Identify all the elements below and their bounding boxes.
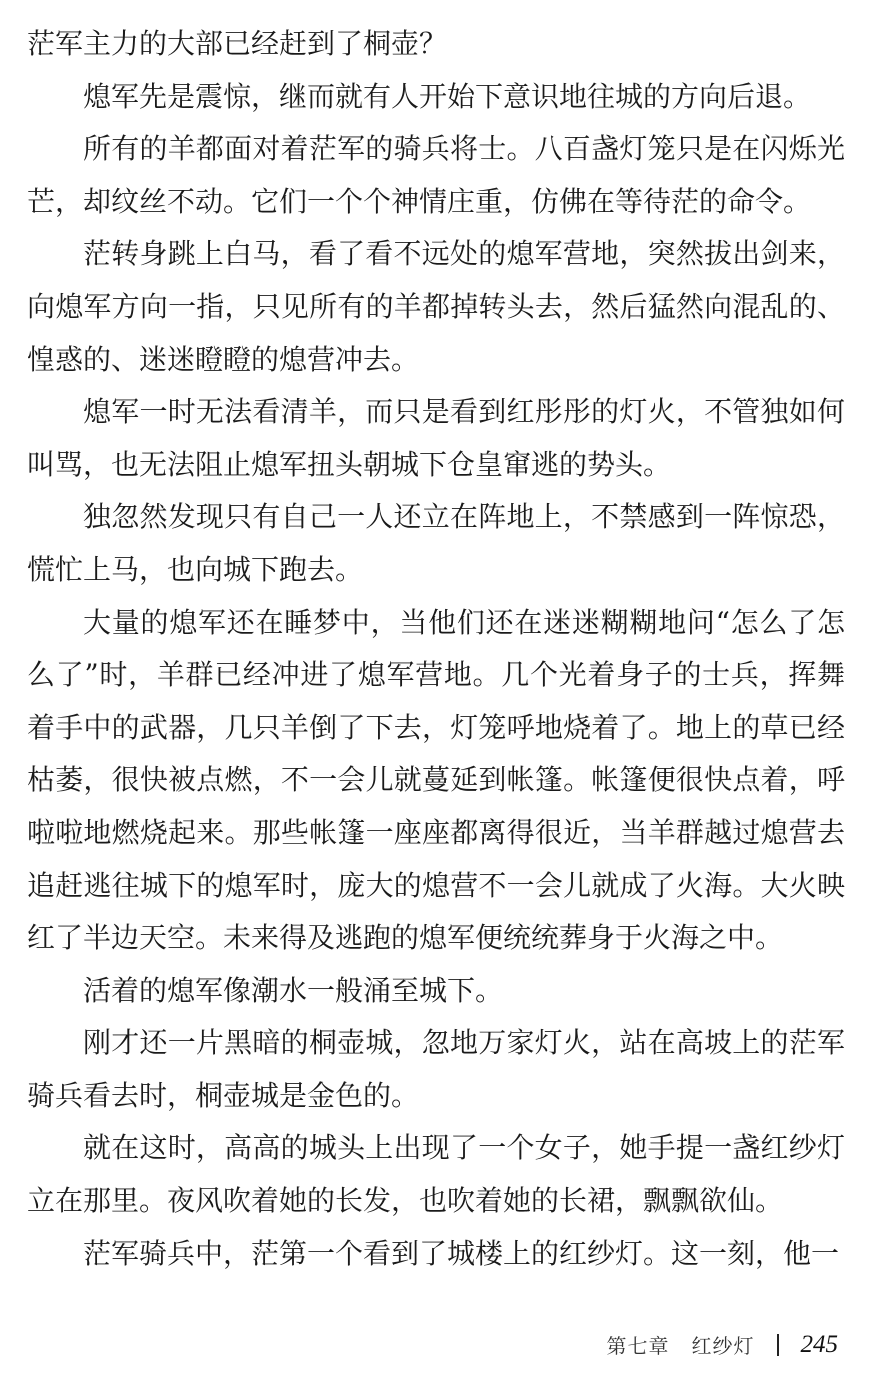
paragraph: 茫军主力的大部已经赶到了桐壶？ [27, 27, 448, 60]
paragraph: 茫军骑兵中，茫第一个看到了城楼上的红纱灯。这一刻，他一 [83, 1236, 840, 1270]
paragraph: 独忽然发现只有自己一人还立在阵地上，不禁感到一阵惊恐，慌忙上马，也向城下跑去。 [27, 500, 845, 586]
paragraph: 所有的羊都面对着茫军的骑兵将士。八百盏灯笼只是在闪烁光芒，却纹丝不动。它们一个个神情庄重，仿佛在等待茫的命令。 [27, 132, 845, 218]
footer-divider [777, 1334, 779, 1356]
chapter-title: 红纱灯 [691, 1334, 755, 1358]
paragraph: 就在这时，高高的城头上出现了一个女子，她手提一盏红纱灯立在那里。夜风吹着她的长发，也吹着她的长裙，飘飘欲仙。 [27, 1131, 845, 1218]
paragraph: 熄军先是震惊，继而就有人开始下意识地往城的方向后退。 [83, 79, 812, 113]
chapter-label: 第七章 [606, 1334, 670, 1358]
paragraph: 熄军一时无法看清羊，而只是看到红彤彤的灯火，不管独如何叫骂，也无法阻止熄军扭头朝城下仓皇窜逃的势头。 [27, 395, 845, 481]
paragraph: 大量的熄军还在睡梦中，当他们还在迷迷糊糊地问“怎么了怎么了”时，羊群已经冲进了熄军营地。几个光着身子的士兵，挥舞着手中的武器，几只羊倒了下去，灯笼呼地烧着了。地上的草已经枯萎，很快被点燃，不一会儿就蔓延到帐篷。帐篷便很快点着，呼啦啦地燃烧起来。那些帐篷一座座都离得很近，当羊群越过熄营去追赶逃往城下的熄军时，庞大的熄营不一会儿就成了火海。大火映红了半边天空。未来得及逃跑的熄军便统统葬身于火海之中。 [27, 605, 845, 955]
page-number: 245 [800, 1330, 838, 1358]
page-footer [607, 1330, 839, 1359]
paragraph: 刚才还一片黑暗的桐壶城，忽地万家灯火，站在高坡上的茫军骑兵看去时，桐壶城是金色的。 [27, 1026, 845, 1112]
paragraph: 茫转身跳上白马，看了看不远处的熄军营地，突然拔出剑来，向熄军方向一指，只见所有的羊都掉转头去，然后猛然向混乱的、惶惑的、迷迷瞪瞪的熄营冲去。 [27, 237, 845, 376]
page-body [27, 18, 845, 1280]
paragraph: 活着的熄军像潮水一般涌至城下。 [83, 973, 504, 1007]
